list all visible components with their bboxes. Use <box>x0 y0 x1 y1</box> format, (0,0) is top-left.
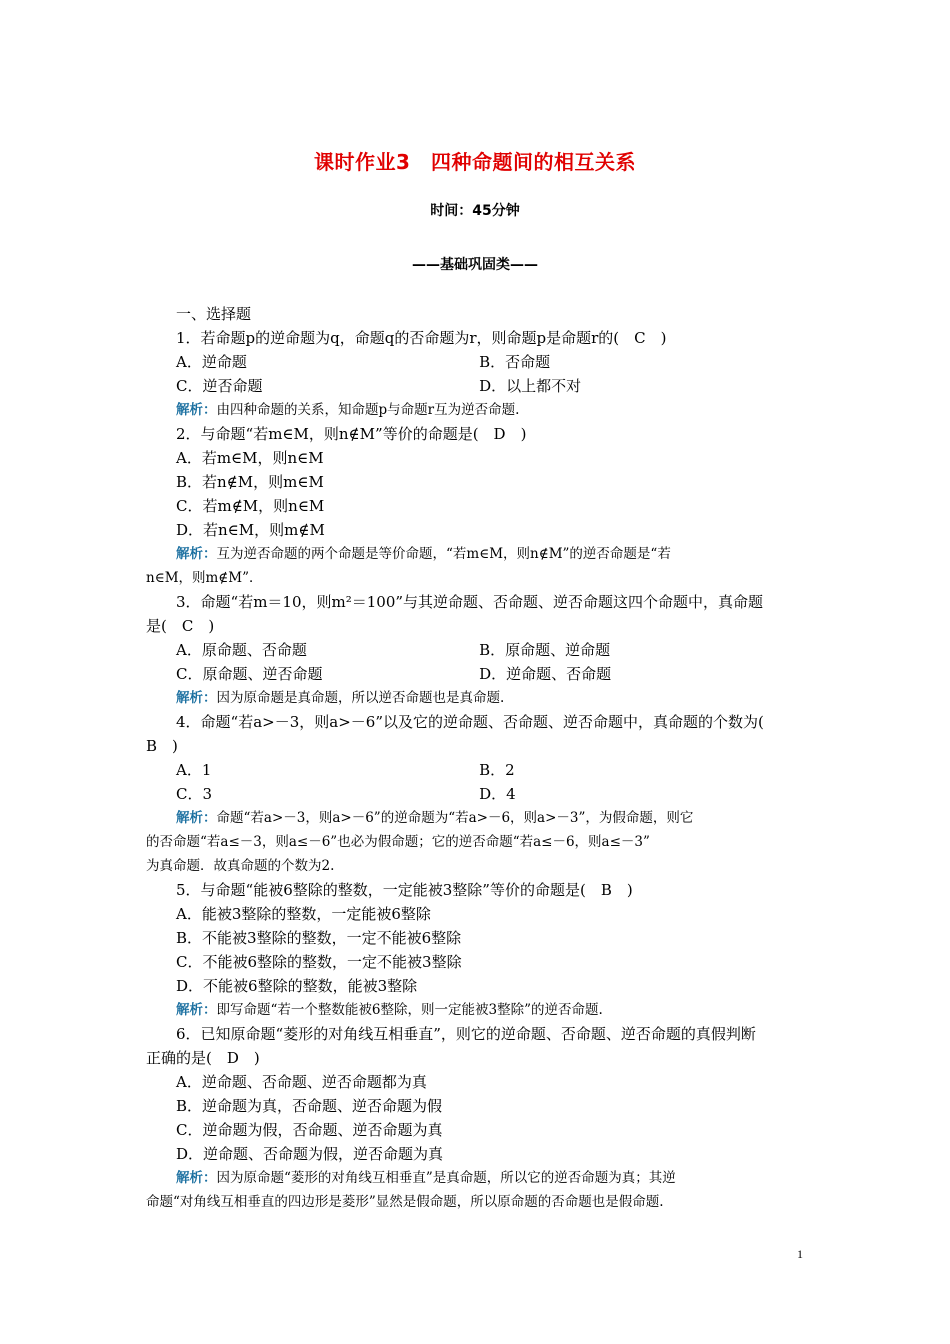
question-2-option-a: A．若m∈M，则n∈M <box>176 449 324 467</box>
question-3-analysis <box>146 686 808 710</box>
question-3-option-a: A．原命题、否命题 <box>176 641 307 659</box>
question-5-stem: 5．与命题“能被6整除的整数，一定能被3整除”等价的命题是( B ) <box>176 881 633 899</box>
question-5-analysis <box>146 998 808 1022</box>
question-4-analysis-text-1: 命题“若a>－3，则a>－6”的逆命题为“若a>－6，则a>－3”，为假命题，则它 <box>216 810 694 826</box>
question-3-options-row-1 <box>146 638 808 662</box>
question-4-stem-1: 4．命题“若a>－3，则a>－6”以及它的逆命题、否命题、逆否命题中，真命题的个数为( <box>176 713 764 731</box>
question-5-option-b: B．不能被3整除的整数，一定不能被6整除 <box>176 929 462 947</box>
question-3-options-row-2 <box>146 662 808 686</box>
analysis-label: 解析： <box>176 402 217 418</box>
question-4-analysis-text-2: 的否命题“若a≤－3，则a≤－6”也必为假命题；它的逆否命题“若a≤－6，则a≤－3” <box>146 834 650 850</box>
question-4-option-a: A．1 <box>176 761 212 779</box>
question-6-stem-1: 6．已知原命题“菱形的对角线互相垂直”，则它的逆命题、否命题、逆否命题的真假判断 <box>176 1025 756 1043</box>
question-1-option-d: D．以上都不对 <box>479 377 582 395</box>
question-1-analysis-text: 由四种命题的关系，知命题p与命题r互为逆否命题. <box>216 402 520 418</box>
section-label: 一、选择题 <box>176 305 252 323</box>
question-4-stem-2: B ) <box>146 737 178 755</box>
question-6-analysis-text-2: 命题“对角线互相垂直的四边形是菱形”显然是假命题，所以原命题的否命题也是假命题. <box>146 1194 664 1210</box>
question-6-analysis-text-1: 因为原命题“菱形的对角线互相垂直”是真命题，所以它的逆否命题为真；其逆 <box>216 1170 676 1186</box>
analysis-label: 解析： <box>176 810 217 826</box>
question-4-analysis-text-3: 为真命题．故真命题的个数为2. <box>146 858 335 874</box>
question-1-option-c: C．逆否命题 <box>176 377 263 395</box>
question-3-stem-2: 是( C ) <box>146 617 215 635</box>
question-4-option-d: D．4 <box>479 785 516 803</box>
question-3-option-d: D．逆命题、否命题 <box>479 665 612 683</box>
question-2-analysis-text-2: n∈M，则m∉M”． <box>146 570 263 586</box>
question-1-option-a: A．逆命题 <box>176 353 247 371</box>
question-content <box>146 302 808 1214</box>
question-1-options-row-2 <box>146 374 808 398</box>
time-limit: 时间：45分钟 <box>430 203 520 219</box>
question-3-analysis-text: 因为原命题是真命题，所以逆否命题也是真命题. <box>216 690 505 706</box>
question-2-analysis-text-1: 互为逆否命题的两个命题是等价命题，“若m∈M，则n∉M”的逆否命题是“若 <box>216 546 671 562</box>
question-2-stem: 2．与命题“若m∈M，则n∉M”等价的命题是( D ) <box>176 425 527 443</box>
question-3-stem-1: 3．命题“若m＝10，则m²＝100”与其逆命题、否命题、逆否命题这四个命题中，真命题 <box>176 593 764 611</box>
question-4-option-b: B．2 <box>479 761 515 779</box>
question-6-option-a: A．逆命题、否命题、逆否命题都为真 <box>176 1073 427 1091</box>
page-number: 1 <box>797 1247 803 1261</box>
question-6-option-b: B．逆命题为真，否命题、逆否命题为假 <box>176 1097 443 1115</box>
question-6-option-c: C．逆命题为假，否命题、逆否命题为真 <box>176 1121 443 1139</box>
question-2-option-c: C．若m∉M，则n∈M <box>176 497 325 515</box>
analysis-label: 解析： <box>176 1170 217 1186</box>
question-1-option-b: B．否命题 <box>479 353 551 371</box>
analysis-label: 解析： <box>176 1002 217 1018</box>
question-2-analysis <box>146 542 808 566</box>
question-4-option-c: C．3 <box>176 785 213 803</box>
question-1-analysis <box>146 398 808 422</box>
question-5-option-a: A．能被3整除的整数，一定能被6整除 <box>176 905 431 923</box>
section-heading: ——基础巩固类—— <box>412 257 538 273</box>
question-1-stem: 1．若命题p的逆命题为q，命题q的否命题为r，则命题p是命题r的( C ) <box>176 329 667 347</box>
question-2-option-b: B．若n∉M，则m∈M <box>176 473 324 491</box>
question-5-option-d: D．不能被6整除的整数，能被3整除 <box>176 977 418 995</box>
question-6-stem-2: 正确的是( D ) <box>146 1049 260 1067</box>
analysis-label: 解析： <box>176 546 217 562</box>
question-1-options-row-1 <box>146 350 808 374</box>
question-6-option-d: D．逆命题、否命题为假，逆否命题为真 <box>176 1145 444 1163</box>
question-5-analysis-text: 即写命题“若一个整数能被6整除，则一定能被3整除”的逆否命题. <box>216 1002 603 1018</box>
question-2-option-d: D．若n∈M，则m∉M <box>176 521 325 539</box>
analysis-label: 解析： <box>176 690 217 706</box>
question-4-options-row-2 <box>146 782 808 806</box>
question-4-analysis <box>146 806 808 830</box>
question-3-option-b: B．原命题、逆命题 <box>479 641 611 659</box>
page-title: 课时作业3 四种命题间的相互关系 <box>314 150 636 174</box>
question-6-analysis <box>146 1166 808 1190</box>
question-3-option-c: C．原命题、逆否命题 <box>176 665 323 683</box>
question-5-option-c: C．不能被6整除的整数，一定不能被3整除 <box>176 953 462 971</box>
question-4-options-row-1 <box>146 758 808 782</box>
